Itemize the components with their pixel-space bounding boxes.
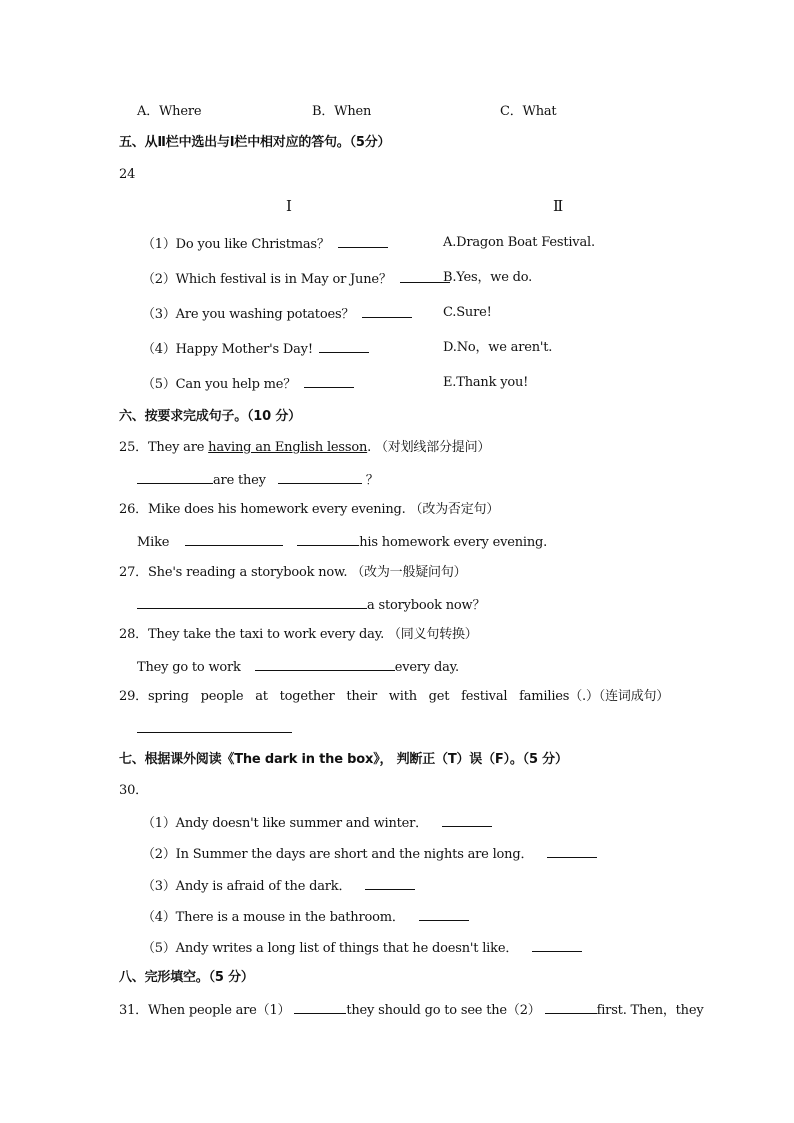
answer-blank[interactable] xyxy=(545,1001,597,1014)
answer-25: are they ？ xyxy=(137,471,379,489)
answer-28: They go to work every day. xyxy=(137,660,459,675)
match-right-d: D.No，we aren't. xyxy=(443,340,553,355)
answer-blank[interactable] xyxy=(304,375,354,388)
question-27: 27．She's reading a storybook now. （改为一般疑问句） xyxy=(119,565,467,580)
tf-item-1: （1）Andy doesn't like summer and winter． xyxy=(142,814,492,832)
match-left-5: （5）Can you help me？ xyxy=(142,375,354,393)
match-left-2: （2）Which festival is in May or June？ xyxy=(142,270,450,288)
answer-blank[interactable] xyxy=(297,533,359,546)
column-2-header: Ⅱ xyxy=(553,199,563,215)
answer-blank[interactable] xyxy=(532,939,582,952)
answer-blank[interactable] xyxy=(137,596,367,609)
section-5-heading: 五、从Ⅱ栏中选出与Ⅰ栏中相对应的答句。（5分） xyxy=(119,135,391,150)
answer-blank[interactable] xyxy=(185,533,283,546)
answer-blank[interactable] xyxy=(338,235,388,248)
answer-blank[interactable] xyxy=(294,1001,346,1014)
question-29: 29．spring people at together their with get festival families（.）（连词成句） xyxy=(119,689,670,704)
tf-item-3: （3）Andy is afraid of the dark． xyxy=(142,877,415,895)
match-left-4: （4）Happy Mother's Day! xyxy=(142,340,369,358)
tf-item-2: （2）In Summer the days are short and the nights are long． xyxy=(142,845,597,863)
section-6-heading: 六、按要求完成句子。（10 分） xyxy=(119,409,301,424)
match-right-b: B.Yes，we do. xyxy=(443,270,533,285)
section-7-heading: 七、根据课外阅读《The dark in the box》， 判断正（T）误（F）。（5 分） xyxy=(119,752,568,767)
underlined-phrase: having an English lesson xyxy=(208,440,368,455)
match-right-a: A.Dragon Boat Festival. xyxy=(443,235,595,250)
match-left-3: （3）Are you washing potatoes？ xyxy=(142,305,412,323)
match-right-c: C.Sure! xyxy=(443,305,492,320)
answer-blank[interactable] xyxy=(365,877,415,890)
option-c: C．What xyxy=(500,104,557,119)
answer-blank[interactable] xyxy=(278,471,362,484)
answer-29 xyxy=(137,720,292,738)
question-25: 25．They are having an English lesson. （对划线部分提问） xyxy=(119,440,491,455)
match-left-1: （1）Do you like Christmas？ xyxy=(142,235,388,253)
answer-26: Mike his homework every evening. xyxy=(137,535,548,550)
answer-blank[interactable] xyxy=(137,720,292,733)
answer-blank[interactable] xyxy=(255,658,395,671)
column-1-header: Ⅰ xyxy=(286,199,292,215)
answer-27: a storybook now？ xyxy=(137,596,485,614)
answer-blank[interactable] xyxy=(319,340,369,353)
option-a: A．Where xyxy=(137,104,202,119)
answer-blank[interactable] xyxy=(419,908,469,921)
match-right-e: E.Thank you! xyxy=(443,375,529,390)
question-26: 26．Mike does his homework every evening. （改为否定句） xyxy=(119,502,500,517)
question-number-30: 30． xyxy=(119,783,148,798)
answer-blank[interactable] xyxy=(137,471,213,484)
answer-blank[interactable] xyxy=(442,814,492,827)
option-b: B．When xyxy=(312,104,372,119)
question-31: 31．When people are（1） they should go to see the（2） first. Then，they xyxy=(119,1003,704,1018)
question-28: 28．They take the taxi to work every day. （同义句转换） xyxy=(119,627,478,642)
tf-item-4: （4）There is a mouse in the bathroom． xyxy=(142,908,469,926)
answer-blank[interactable] xyxy=(362,305,412,318)
tf-item-5: （5）Andy writes a long list of things that he doesn't like． xyxy=(142,939,582,957)
question-number-24: 24 xyxy=(119,167,136,182)
section-8-heading: 八、完形填空。（5 分） xyxy=(119,970,254,985)
answer-blank[interactable] xyxy=(547,845,597,858)
